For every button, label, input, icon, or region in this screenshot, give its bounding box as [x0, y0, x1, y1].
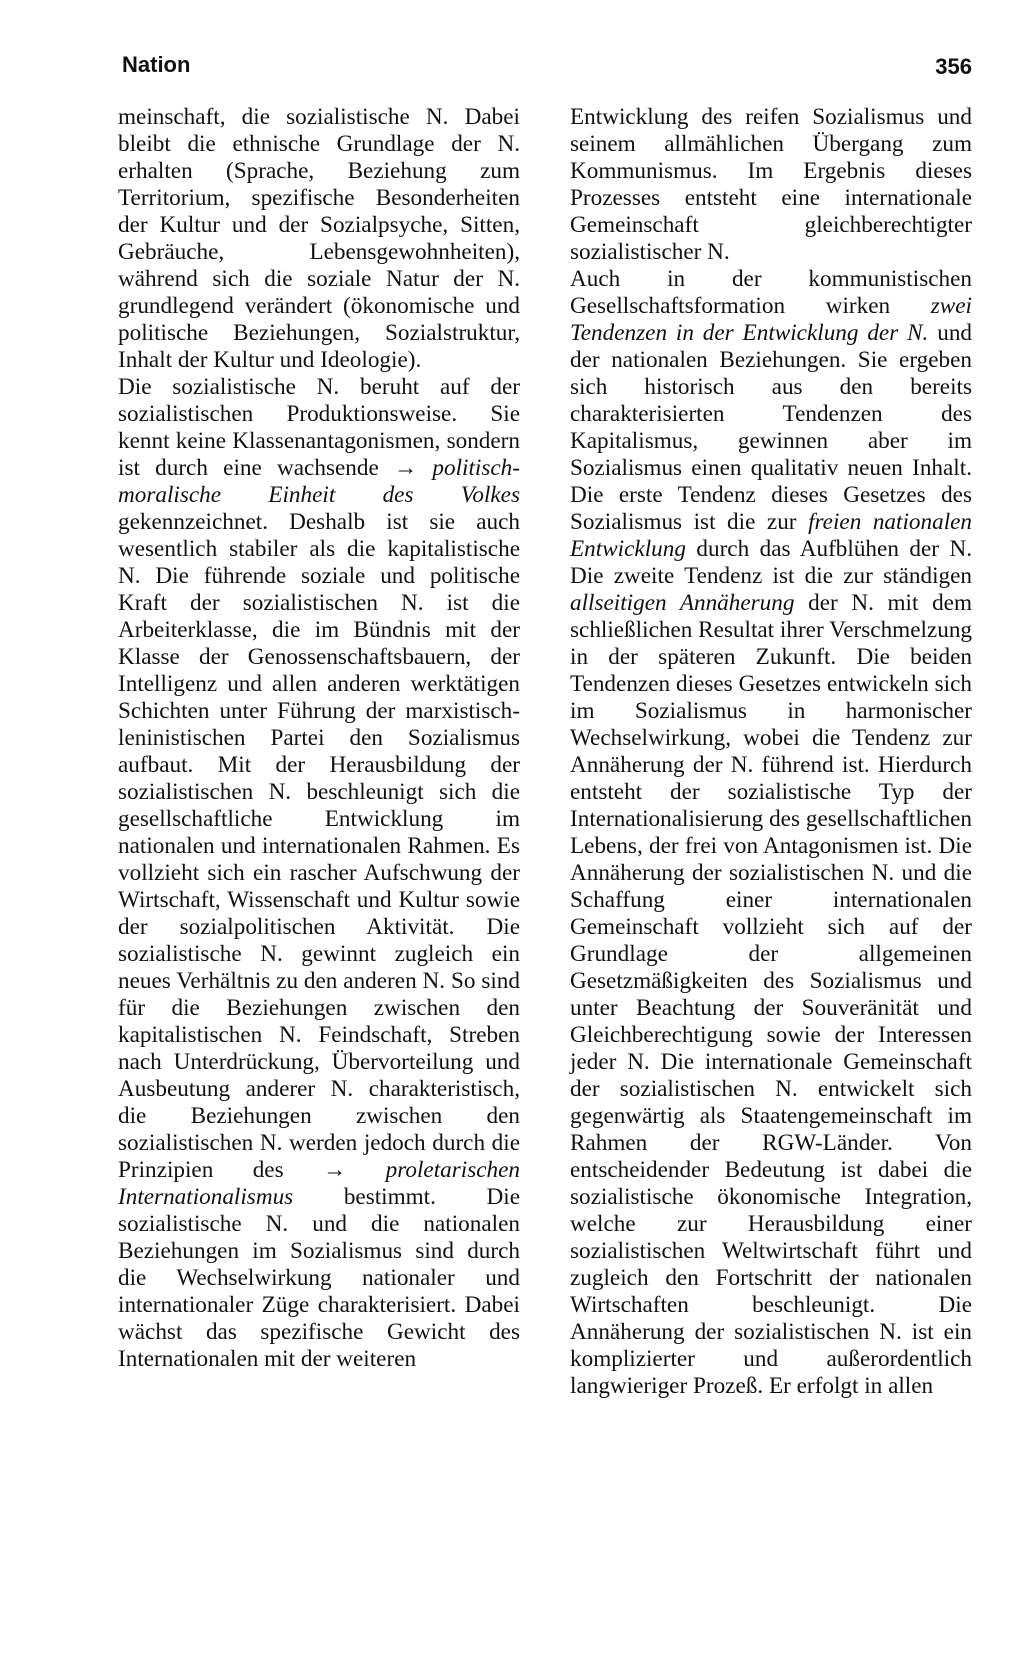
page-header: [122, 52, 972, 88]
cross-reference-link[interactable]: politisch-moralische Einheit des Volkes: [118, 455, 520, 508]
cross-reference-arrow-icon: →: [393, 455, 418, 481]
right-text-column: [570, 104, 972, 1400]
page-number: 356: [935, 54, 972, 79]
text-run: und der nationalen Beziehungen. Sie ergeben sich historisch aus den bereits charakterisierten Tendenzen des Kapitalismus, gewinnen aber im Sozialismus einen qualitativ neuen Inhalt. Die erste Tendenz dieses Gesetzes des Sozialismus ist die zur: [570, 320, 972, 535]
paragraph-socialist-nation: [118, 374, 520, 1373]
text-run: meinschaft, die sozialistische N. Dabei bleibt die ethnische Grundlage der N. erhalten (Sprache, Beziehung zum Territorium, spezifische Besonderheiten der Kultur und der Sozialpsyche, Sitten, Gebräuche, Lebensgewohnheiten), während sich die soziale Natur der N. grundlegend verändert (ökonomische und politische Beziehungen, Sozialstruktur, Inhalt der Kultur und Ideologie).: [118, 104, 520, 373]
emphasis-term: freien nationalen Entwicklung: [570, 509, 973, 562]
text-run: Auch in der kommunistischen Gesellschaftsformation wirken: [570, 266, 972, 319]
paragraph-continuation: [570, 104, 972, 266]
emphasis-term: zwei Tendenzen in der Entwicklung der N.: [570, 293, 972, 346]
text-run: gekennzeichnet. Deshalb ist sie auch wesentlich stabiler als die kapitalistische N. Die führende soziale und politische Kraft der sozialistischen N. ist die Arbeiterklasse, die im Bündnis mit der Klasse der Genossenschaftsbauern, der Intelligenz und allen anderen werktätigen Schichten unter Führung der marxistisch-leninistischen Partei den Sozialismus aufbaut. Mit der Herausbildung der sozialistischen N. beschleunigt sich die gesellschaftliche Entwicklung im nationalen und internationalen Rahmen. Es vollzieht sich ein rascher Aufschwung der Wirtschaft, Wissenschaft und Kultur sowie der sozialpolitischen Aktivität. Die sozialistische N. gewinnt zugleich ein neues Verhältnis zu den anderen N. So sind für die Beziehungen zwischen den kapitalistischen N. Feindschaft, Streben nach Unterdrückung, Übervorteilung und Ausbeutung anderer N. charakteristisch, die Beziehungen zwischen den sozialistischen N. werden jedoch durch die Prinzipien des: [118, 509, 520, 1183]
paragraph-continuation: [118, 104, 520, 374]
text-run: bestimmt. Die sozialistische N. und die nationalen Beziehungen im Sozialismus sind durch die Wechselwirkung nationaler und internationaler Züge charakterisiert. Dabei wächst das spezifische Gewicht des Internationalen mit der weiteren: [118, 1184, 520, 1372]
cross-reference-link[interactable]: proletarischen Internationalismus: [118, 1157, 521, 1210]
text-run: durch das Aufblühen der N. Die zweite Tendenz ist die zur ständigen: [570, 536, 972, 589]
paragraph-two-tendencies: [570, 266, 972, 1400]
text-run: Die sozialistische N. beruht auf der sozialistischen Produktionsweise. Sie kennt keine Klassenantagonismen, sondern ist durch eine wachsende: [118, 374, 520, 481]
left-text-column: [118, 104, 520, 1373]
running-headword: Nation: [122, 52, 191, 77]
text-run: der N. mit dem schließlichen Resultat ihrer Verschmelzung in der späteren Zukunft. Die beiden Tendenzen dieses Gesetzes entwickeln sich im Sozialismus in harmonischer Wechselwirkung, wobei die Tendenz zur Annäherung der N. führend ist. Hierdurch entsteht der sozialistische Typ der Internationalisierung des gesellschaftlichen Lebens, der frei von Antagonismen ist. Die Annäherung der sozialistischen N. und die Schaffung einer internationalen Gemeinschaft vollzieht sich auf der Grundlage der allgemeinen Gesetzmäßigkeiten des Sozialismus und unter Beachtung der Souveränität und Gleichberechtigung sowie der Interessen jeder N. Die internationale Gemeinschaft der sozialistischen N. entwickelt sich gegenwärtig als Staatengemeinschaft im Rahmen der RGW-Länder. Von entscheidender Bedeutung ist dabei die sozialistische ökonomische Integration, welche zur Herausbildung einer sozialistischen Weltwirtschaft führt und zugleich den Fortschritt der nationalen Wirtschaften beschleunigt. Die Annäherung der sozialistischen N. ist ein komplizierter und außerordentlich langwieriger Prozeß. Er erfolgt in allen: [570, 590, 973, 1399]
text-run: Entwicklung des reifen Sozialismus und seinem allmählichen Übergang zum Kommunismus. Im Ergebnis dieses Prozesses entsteht eine internationale Gemeinschaft gleichberechtigter sozialistischer N.: [570, 104, 972, 265]
cross-reference-arrow-icon: →: [323, 1157, 347, 1183]
emphasis-term: allseitigen Annäherung: [570, 590, 795, 616]
